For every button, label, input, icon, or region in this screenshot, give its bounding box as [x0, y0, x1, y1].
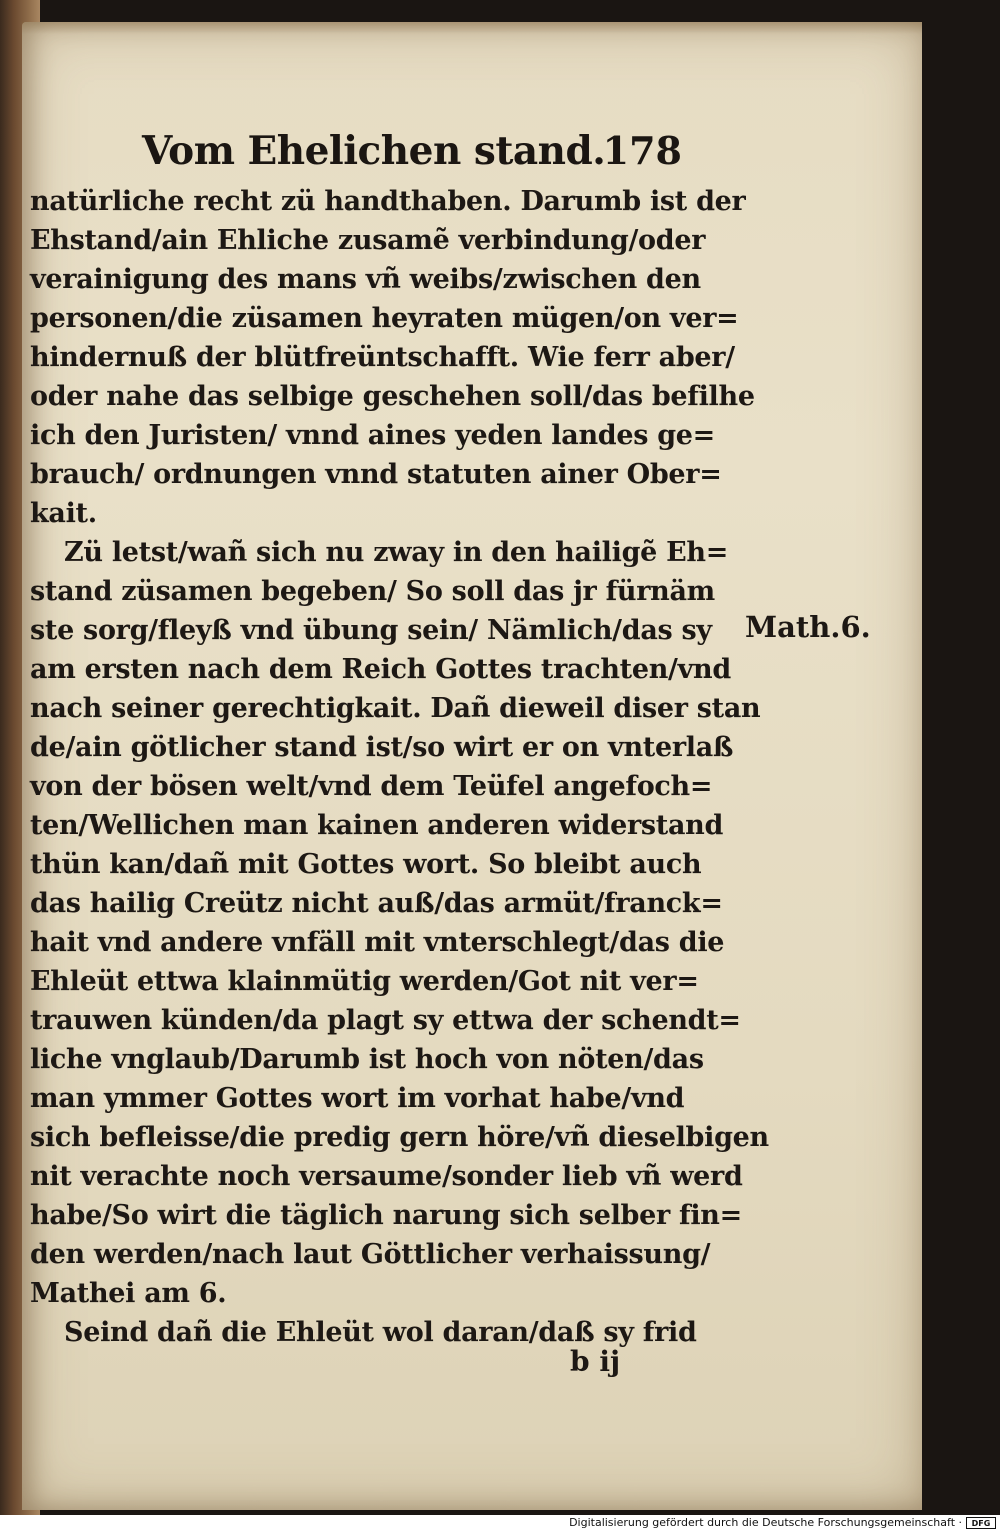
- text-line: liche vnglaub/Darumb ist hoch von nöten/das: [30, 1044, 704, 1075]
- text-line: Ehstand/ain Ehliche zusamẽ verbindung/oder: [30, 225, 706, 256]
- text-line: habe/So wirt die täglich narung sich selber fin=: [30, 1200, 742, 1231]
- running-title: Vom Ehelichen stand.: [142, 128, 606, 174]
- footer-credit: Digitalisierung gefördert durch die Deutsche Forschungsgemeinschaft ·: [569, 1516, 962, 1529]
- text-line: Ehleüt ettwa klainmütig werden/Got nit ver=: [30, 966, 699, 997]
- text-line: ten/Wellichen man kainen anderen widerstand: [30, 810, 724, 841]
- text-line: de/ain götlicher stand ist/so wirt er on vnterlaß: [30, 732, 734, 763]
- text-line: trauwen künden/da plagt sy ettwa der schendt=: [30, 1005, 741, 1036]
- text-line: von der bösen welt/vnd dem Teüfel angefoch=: [30, 771, 713, 802]
- page-header: [142, 128, 702, 178]
- text-line: das hailig Creütz nicht auß/das armüt/franck=: [30, 888, 723, 919]
- dfg-logo-icon: DFG: [966, 1517, 996, 1529]
- text-line: stand züsamen begeben/ So soll das jr fürnäm: [30, 576, 715, 607]
- text-line: Zü letst/wañ sich nu zway in den hailigẽ Eh=: [64, 537, 729, 568]
- text-line: nach seiner gerechtigkait. Dañ dieweil diser stan: [30, 693, 761, 724]
- text-line: ste sorg/fleyß vnd übung sein/ Nämlich/das sy: [30, 615, 712, 646]
- text-line: sich befleisse/die predig gern höre/vñ dieselbigen: [30, 1122, 769, 1153]
- signature-mark: b ij: [570, 1345, 621, 1378]
- footer-bar: [0, 1515, 1000, 1531]
- text-line: Mathei am 6.: [30, 1278, 227, 1309]
- text-line: verainigung des mans vñ weibs/zwischen den: [30, 264, 701, 295]
- text-line: oder nahe das selbige geschehen soll/das befilhe: [30, 381, 755, 412]
- text-line: thün kan/dañ mit Gottes wort. So bleibt auch: [30, 849, 702, 880]
- text-line: Seind dañ die Ehleüt wol daran/daß sy frid: [64, 1317, 697, 1348]
- text-line: nit verachte noch versaume/sonder lieb vñ werd: [30, 1161, 743, 1192]
- text-line: natürliche recht zü handthaben. Darumb ist der: [30, 186, 746, 217]
- text-line: den werden/nach laut Göttlicher verhaissung/: [30, 1239, 711, 1270]
- text-line: am ersten nach dem Reich Gottes trachten/vnd: [30, 654, 731, 685]
- text-line: personen/die züsamen heyraten mügen/on ver=: [30, 303, 739, 334]
- text-line: hait vnd andere vnfäll mit vnterschlegt/das die: [30, 927, 725, 958]
- text-line: brauch/ ordnungen vnnd statuten ainer Ober=: [30, 459, 722, 490]
- margin-note: Math.6.: [745, 610, 871, 644]
- text-line: kait.: [30, 498, 97, 529]
- body-text: [30, 182, 769, 1352]
- text-line: ich den Juristen/ vnnd aines yeden landes ge=: [30, 420, 716, 451]
- text-line: hindernuß der blütfreüntschafft. Wie ferr aber/: [30, 342, 735, 373]
- text-line: man ymmer Gottes wort im vorhat habe/vnd: [30, 1083, 685, 1114]
- folio-number: 178: [602, 128, 682, 173]
